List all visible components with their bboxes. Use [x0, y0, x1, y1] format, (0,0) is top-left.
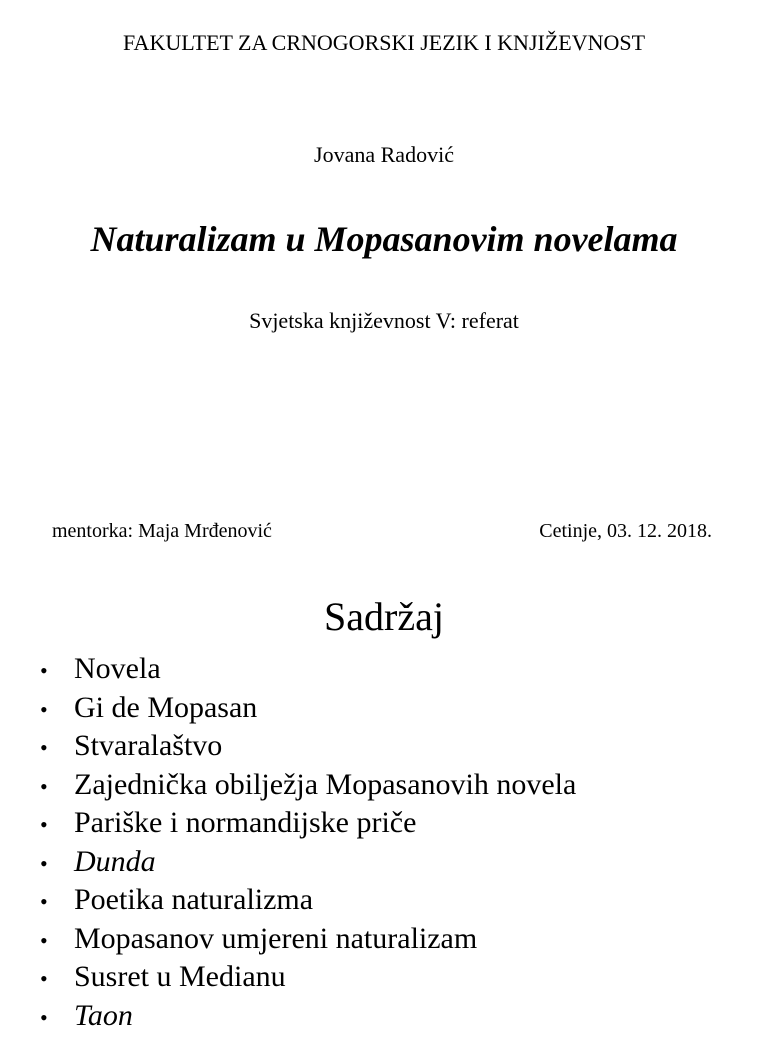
list-item-text: Dunda — [74, 843, 156, 882]
list-item — [40, 766, 576, 805]
author-name: Jovana Radović — [0, 142, 768, 168]
faculty-name: FAKULTET ZA CRNOGORSKI JEZIK I KNJIŽEVNOST — [0, 30, 768, 56]
document-subtitle: Svjetska književnost V: referat — [0, 308, 768, 334]
list-item-text: Stvaralaštvo — [74, 727, 222, 766]
bullet-icon: • — [40, 883, 74, 922]
list-item-text: Taon — [74, 997, 133, 1036]
bullet-icon: • — [40, 845, 74, 884]
contents-slide — [0, 575, 768, 1024]
bullet-icon: • — [40, 960, 74, 999]
list-item — [40, 650, 576, 689]
list-item — [40, 843, 576, 882]
place-date: Cetinje, 03. 12. 2018. — [539, 520, 712, 543]
bullet-icon: • — [40, 922, 74, 961]
list-item-text: Gi de Mopasan — [74, 689, 257, 728]
mentor-label: mentorka: Maja Mrđenović — [52, 520, 272, 543]
bullet-icon: • — [40, 768, 74, 807]
contents-list — [40, 650, 576, 1035]
list-item-text: Susret u Medianu — [74, 958, 286, 997]
list-item-text: Novela — [74, 650, 161, 689]
bullet-icon: • — [40, 691, 74, 730]
list-item-text: Mopasanov umjereni naturalizam — [74, 920, 477, 959]
list-item — [40, 689, 576, 728]
bullet-icon: • — [40, 999, 74, 1037]
list-item — [40, 881, 576, 920]
list-item — [40, 727, 576, 766]
list-item — [40, 804, 576, 843]
list-item — [40, 920, 576, 959]
bullet-icon: • — [40, 806, 74, 845]
bullet-icon: • — [40, 652, 74, 691]
list-item-text: Poetika naturalizma — [74, 881, 313, 920]
document-title: Naturalizam u Mopasanovim novelama — [0, 218, 768, 260]
list-item-text: Zajednička obilježja Mopasanovih novela — [74, 766, 576, 805]
list-item — [40, 997, 576, 1036]
bullet-icon: • — [40, 729, 74, 768]
list-item — [40, 958, 576, 997]
list-item-text: Pariške i normandijske priče — [74, 804, 416, 843]
contents-heading: Sadržaj — [0, 593, 768, 640]
